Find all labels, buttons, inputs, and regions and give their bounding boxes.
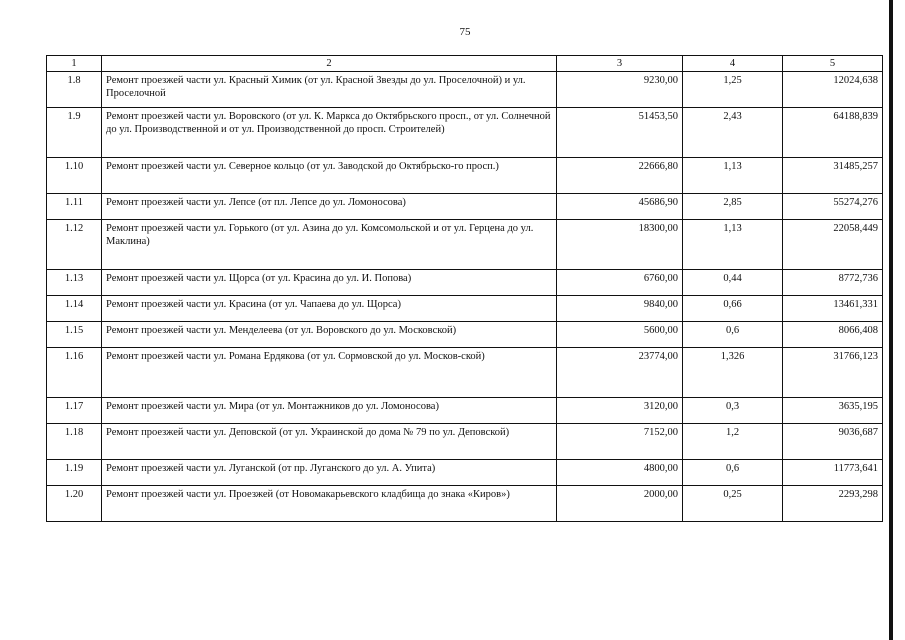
row-value-col3: 3120,00 [557, 398, 683, 424]
table-row [47, 296, 883, 322]
row-value-col5: 3635,195 [783, 398, 883, 424]
row-value-col3: 7152,00 [557, 424, 683, 460]
header-col-4: 4 [683, 56, 783, 72]
table-row [47, 486, 883, 522]
row-value-col4: 0,3 [683, 398, 783, 424]
scan-edge-line [889, 0, 893, 640]
row-value-col5: 13461,331 [783, 296, 883, 322]
row-number: 1.15 [47, 322, 102, 348]
row-number: 1.18 [47, 424, 102, 460]
row-value-col5: 55274,276 [783, 194, 883, 220]
header-col-3: 3 [557, 56, 683, 72]
row-description: Ремонт проезжей части ул. Деповской (от ул. Украинской до дома № 79 по ул. Деповской) [102, 424, 557, 460]
row-number: 1.10 [47, 158, 102, 194]
row-description: Ремонт проезжей части ул. Северное кольцо (от ул. Заводской до Октябрьско-го просп.) [102, 158, 557, 194]
row-description: Ремонт проезжей части ул. Менделеева (от ул. Воровского до ул. Московской) [102, 322, 557, 348]
row-value-col3: 51453,50 [557, 108, 683, 158]
table-row [47, 348, 883, 398]
row-number: 1.14 [47, 296, 102, 322]
row-number: 1.17 [47, 398, 102, 424]
row-value-col4: 0,6 [683, 322, 783, 348]
row-value-col5: 22058,449 [783, 220, 883, 270]
row-value-col4: 0,44 [683, 270, 783, 296]
row-value-col3: 23774,00 [557, 348, 683, 398]
row-value-col3: 45686,90 [557, 194, 683, 220]
row-number: 1.19 [47, 460, 102, 486]
table-row [47, 220, 883, 270]
row-value-col5: 9036,687 [783, 424, 883, 460]
row-value-col4: 1,25 [683, 72, 783, 108]
row-description: Ремонт проезжей части ул. Лепсе (от пл. Лепсе до ул. Ломоносова) [102, 194, 557, 220]
header-row [47, 56, 883, 72]
row-value-col4: 1,2 [683, 424, 783, 460]
row-value-col5: 12024,638 [783, 72, 883, 108]
table-row [47, 194, 883, 220]
row-value-col5: 31766,123 [783, 348, 883, 398]
row-value-col3: 2000,00 [557, 486, 683, 522]
row-number: 1.12 [47, 220, 102, 270]
header-col-2: 2 [102, 56, 557, 72]
row-value-col4: 1,13 [683, 220, 783, 270]
row-value-col5: 64188,839 [783, 108, 883, 158]
row-description: Ремонт проезжей части ул. Красина (от ул. Чапаева до ул. Щорса) [102, 296, 557, 322]
row-number: 1.20 [47, 486, 102, 522]
row-value-col5: 11773,641 [783, 460, 883, 486]
row-value-col5: 8772,736 [783, 270, 883, 296]
table-row [47, 424, 883, 460]
row-value-col4: 1,326 [683, 348, 783, 398]
table-row [47, 270, 883, 296]
table-row [47, 460, 883, 486]
row-value-col3: 18300,00 [557, 220, 683, 270]
row-value-col4: 2,85 [683, 194, 783, 220]
table-row [47, 72, 883, 108]
row-value-col5: 8066,408 [783, 322, 883, 348]
row-number: 1.13 [47, 270, 102, 296]
row-description: Ремонт проезжей части ул. Луганской (от пр. Луганского до ул. А. Упита) [102, 460, 557, 486]
row-value-col3: 6760,00 [557, 270, 683, 296]
row-description: Ремонт проезжей части ул. Проезжей (от Новомакарьевского кладбища до знака «Киров») [102, 486, 557, 522]
row-value-col3: 9840,00 [557, 296, 683, 322]
row-value-col4: 2,43 [683, 108, 783, 158]
row-description: Ремонт проезжей части ул. Щорса (от ул. Красина до ул. И. Попова) [102, 270, 557, 296]
row-value-col4: 0,25 [683, 486, 783, 522]
header-col-5: 5 [783, 56, 883, 72]
table-row [47, 108, 883, 158]
row-value-col4: 0,6 [683, 460, 783, 486]
row-description: Ремонт проезжей части ул. Горького (от ул. Азина до ул. Комсомольской и от ул. Герцена до ул. Маклина) [102, 220, 557, 270]
row-description: Ремонт проезжей части ул. Воровского (от ул. К. Маркса до Октябрьского просп., от ул. Солнечной до ул. Производственной и от ул. Производственной до просп. Строителей) [102, 108, 557, 158]
row-number: 1.11 [47, 194, 102, 220]
row-value-col5: 2293,298 [783, 486, 883, 522]
row-value-col3: 9230,00 [557, 72, 683, 108]
row-value-col5: 31485,257 [783, 158, 883, 194]
header-col-1: 1 [47, 56, 102, 72]
page-number: 75 [459, 26, 471, 38]
row-value-col3: 22666,80 [557, 158, 683, 194]
table-row [47, 398, 883, 424]
row-description: Ремонт проезжей части ул. Романа Ердякова (от ул. Сормовской до ул. Москов-ской) [102, 348, 557, 398]
row-value-col4: 1,13 [683, 158, 783, 194]
row-number: 1.8 [47, 72, 102, 108]
table-row [47, 322, 883, 348]
works-table [46, 55, 883, 522]
row-value-col4: 0,66 [683, 296, 783, 322]
row-description: Ремонт проезжей части ул. Мира (от ул. Монтажников до ул. Ломоносова) [102, 398, 557, 424]
row-value-col3: 4800,00 [557, 460, 683, 486]
row-number: 1.9 [47, 108, 102, 158]
row-number: 1.16 [47, 348, 102, 398]
row-description: Ремонт проезжей части ул. Красный Химик (от ул. Красной Звезды до ул. Проселочной) и ул. Проселочной [102, 72, 557, 108]
row-value-col3: 5600,00 [557, 322, 683, 348]
table-row [47, 158, 883, 194]
